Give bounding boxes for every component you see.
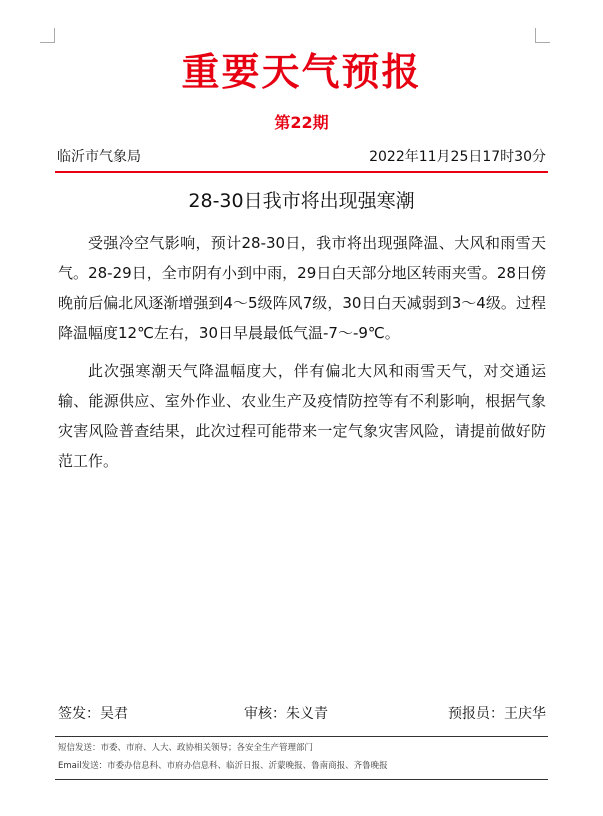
paragraph: 受强冷空气影响，预计28-30日，我市将出现强降温、大风和雨雪天气。28-29日，全市阴有小到中雨，29日白天部分地区转雨夹雪。28日傍晚前后偏北风逐渐增强到4～5级阵风7级，30日白天减弱到3～4级。过程降温幅度12℃左右，30日早晨最低气温-7～-9℃。 [58, 234, 546, 342]
issuer-name: 临沂市气象局 [57, 149, 141, 165]
footer-rule-bottom [55, 779, 548, 780]
masthead-title: 重要天气预报 [181, 50, 422, 94]
forecaster: 预报员：王庆华 [448, 706, 546, 722]
page-corner-mark-top-left [40, 28, 55, 43]
issue-number: 第22期 [274, 113, 329, 132]
article-body [58, 228, 546, 484]
issue-datetime: 2022年11月25日17时30分 [369, 149, 546, 165]
red-divider [55, 171, 548, 173]
article-headline: 28-30日我市将出现强寒潮 [188, 190, 415, 212]
footer-rule-top [55, 736, 548, 737]
page-corner-mark-top-right [535, 28, 550, 43]
signature-line [58, 704, 546, 724]
issued-by: 签发：吴君 [58, 706, 128, 722]
paragraph: 此次强寒潮天气降温幅度大，伴有偏北大风和雨雪天气，对交通运输、能源供应、室外作业、农业生产及疫情防控等有不利影响，根据气象灾害风险普查结果，此次过程可能带来一定气象灾害风险，请提前做好防范工作。 [58, 362, 546, 470]
email-distribution: Email发送：市委办信息科、市府办信息科、临沂日报、沂蒙晚报、鲁南商报、齐鲁晚报 [58, 761, 388, 771]
reviewed-by: 审核：朱义青 [244, 706, 328, 722]
sms-distribution: 短信发送：市委、市府、人大、政协相关领导；各安全生产管理部门 [58, 743, 314, 753]
